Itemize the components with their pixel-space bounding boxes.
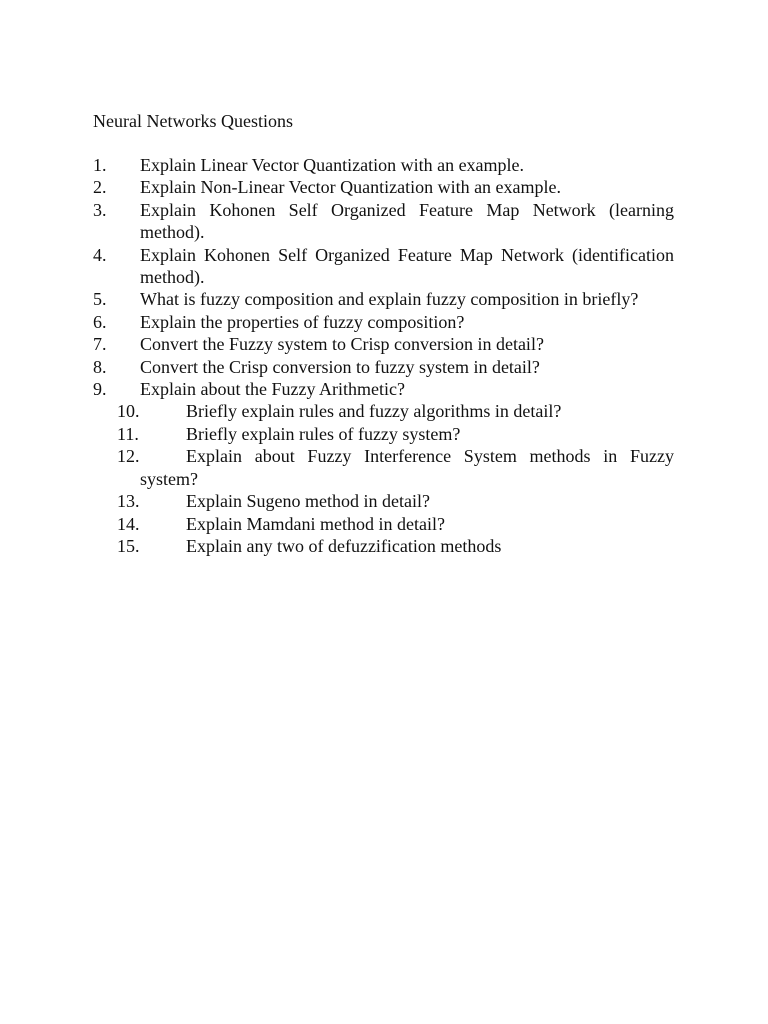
question-number: 4.	[93, 244, 107, 265]
question-item	[93, 356, 674, 378]
question-number: 2.	[93, 177, 107, 198]
question-number: 10.	[117, 401, 140, 422]
question-number: 11.	[117, 423, 139, 444]
question-text: Explain Linear Vector Quantization with an example.	[140, 155, 525, 175]
question-number: 8.	[93, 356, 107, 377]
question-item	[93, 445, 674, 490]
document-title: Neural Networks Questions	[93, 111, 293, 131]
question-item	[93, 513, 674, 535]
question-text: Briefly explain rules and fuzzy algorithms in detail?	[186, 401, 562, 422]
question-item	[93, 423, 674, 445]
question-number: 3.	[93, 199, 107, 220]
question-text: Explain Non-Linear Vector Quantization with an example.	[140, 177, 562, 198]
question-text: Briefly explain rules of fuzzy system?	[186, 423, 461, 444]
question-number: 14.	[117, 513, 140, 534]
question-item	[93, 244, 674, 289]
question-text: Explain the properties of fuzzy composition?	[140, 311, 465, 332]
question-item	[93, 535, 674, 557]
question-item	[93, 490, 674, 512]
question-item	[93, 378, 674, 400]
question-number: 5.	[93, 289, 107, 310]
question-text: Explain Kohonen Self Organized Feature Map Network (learning method).	[140, 199, 674, 243]
question-number: 15.	[117, 535, 140, 556]
question-item	[93, 288, 674, 310]
question-number: 7.	[93, 334, 107, 355]
question-number: 9.	[93, 379, 107, 400]
question-text: What is fuzzy composition and explain fuzzy composition in briefly?	[140, 289, 639, 310]
question-number: 12.	[117, 446, 140, 467]
question-text: Convert the Fuzzy system to Crisp conversion in detail?	[140, 334, 544, 355]
question-text: Explain about Fuzzy Interference System methods in Fuzzy system?	[140, 446, 674, 489]
question-text: Explain about the Fuzzy Arithmetic?	[140, 379, 405, 400]
question-item	[93, 176, 674, 198]
question-item	[93, 311, 674, 333]
question-text: Explain Sugeno method in detail?	[186, 491, 430, 512]
question-item	[93, 154, 674, 176]
question-number: 6.	[93, 311, 107, 332]
question-number: 13.	[117, 491, 140, 512]
question-text: Explain Mamdani method in detail?	[186, 513, 445, 534]
question-text: Convert the Crisp conversion to fuzzy system in detail?	[140, 356, 540, 377]
question-item	[93, 199, 674, 244]
question-item	[93, 333, 674, 355]
question-list	[93, 154, 674, 557]
question-text: Explain Kohonen Self Organized Feature Map Network (identification method).	[140, 244, 674, 288]
question-number: 1.	[93, 155, 107, 175]
question-item	[93, 400, 674, 422]
question-text: Explain any two of defuzzification methods	[186, 535, 502, 556]
